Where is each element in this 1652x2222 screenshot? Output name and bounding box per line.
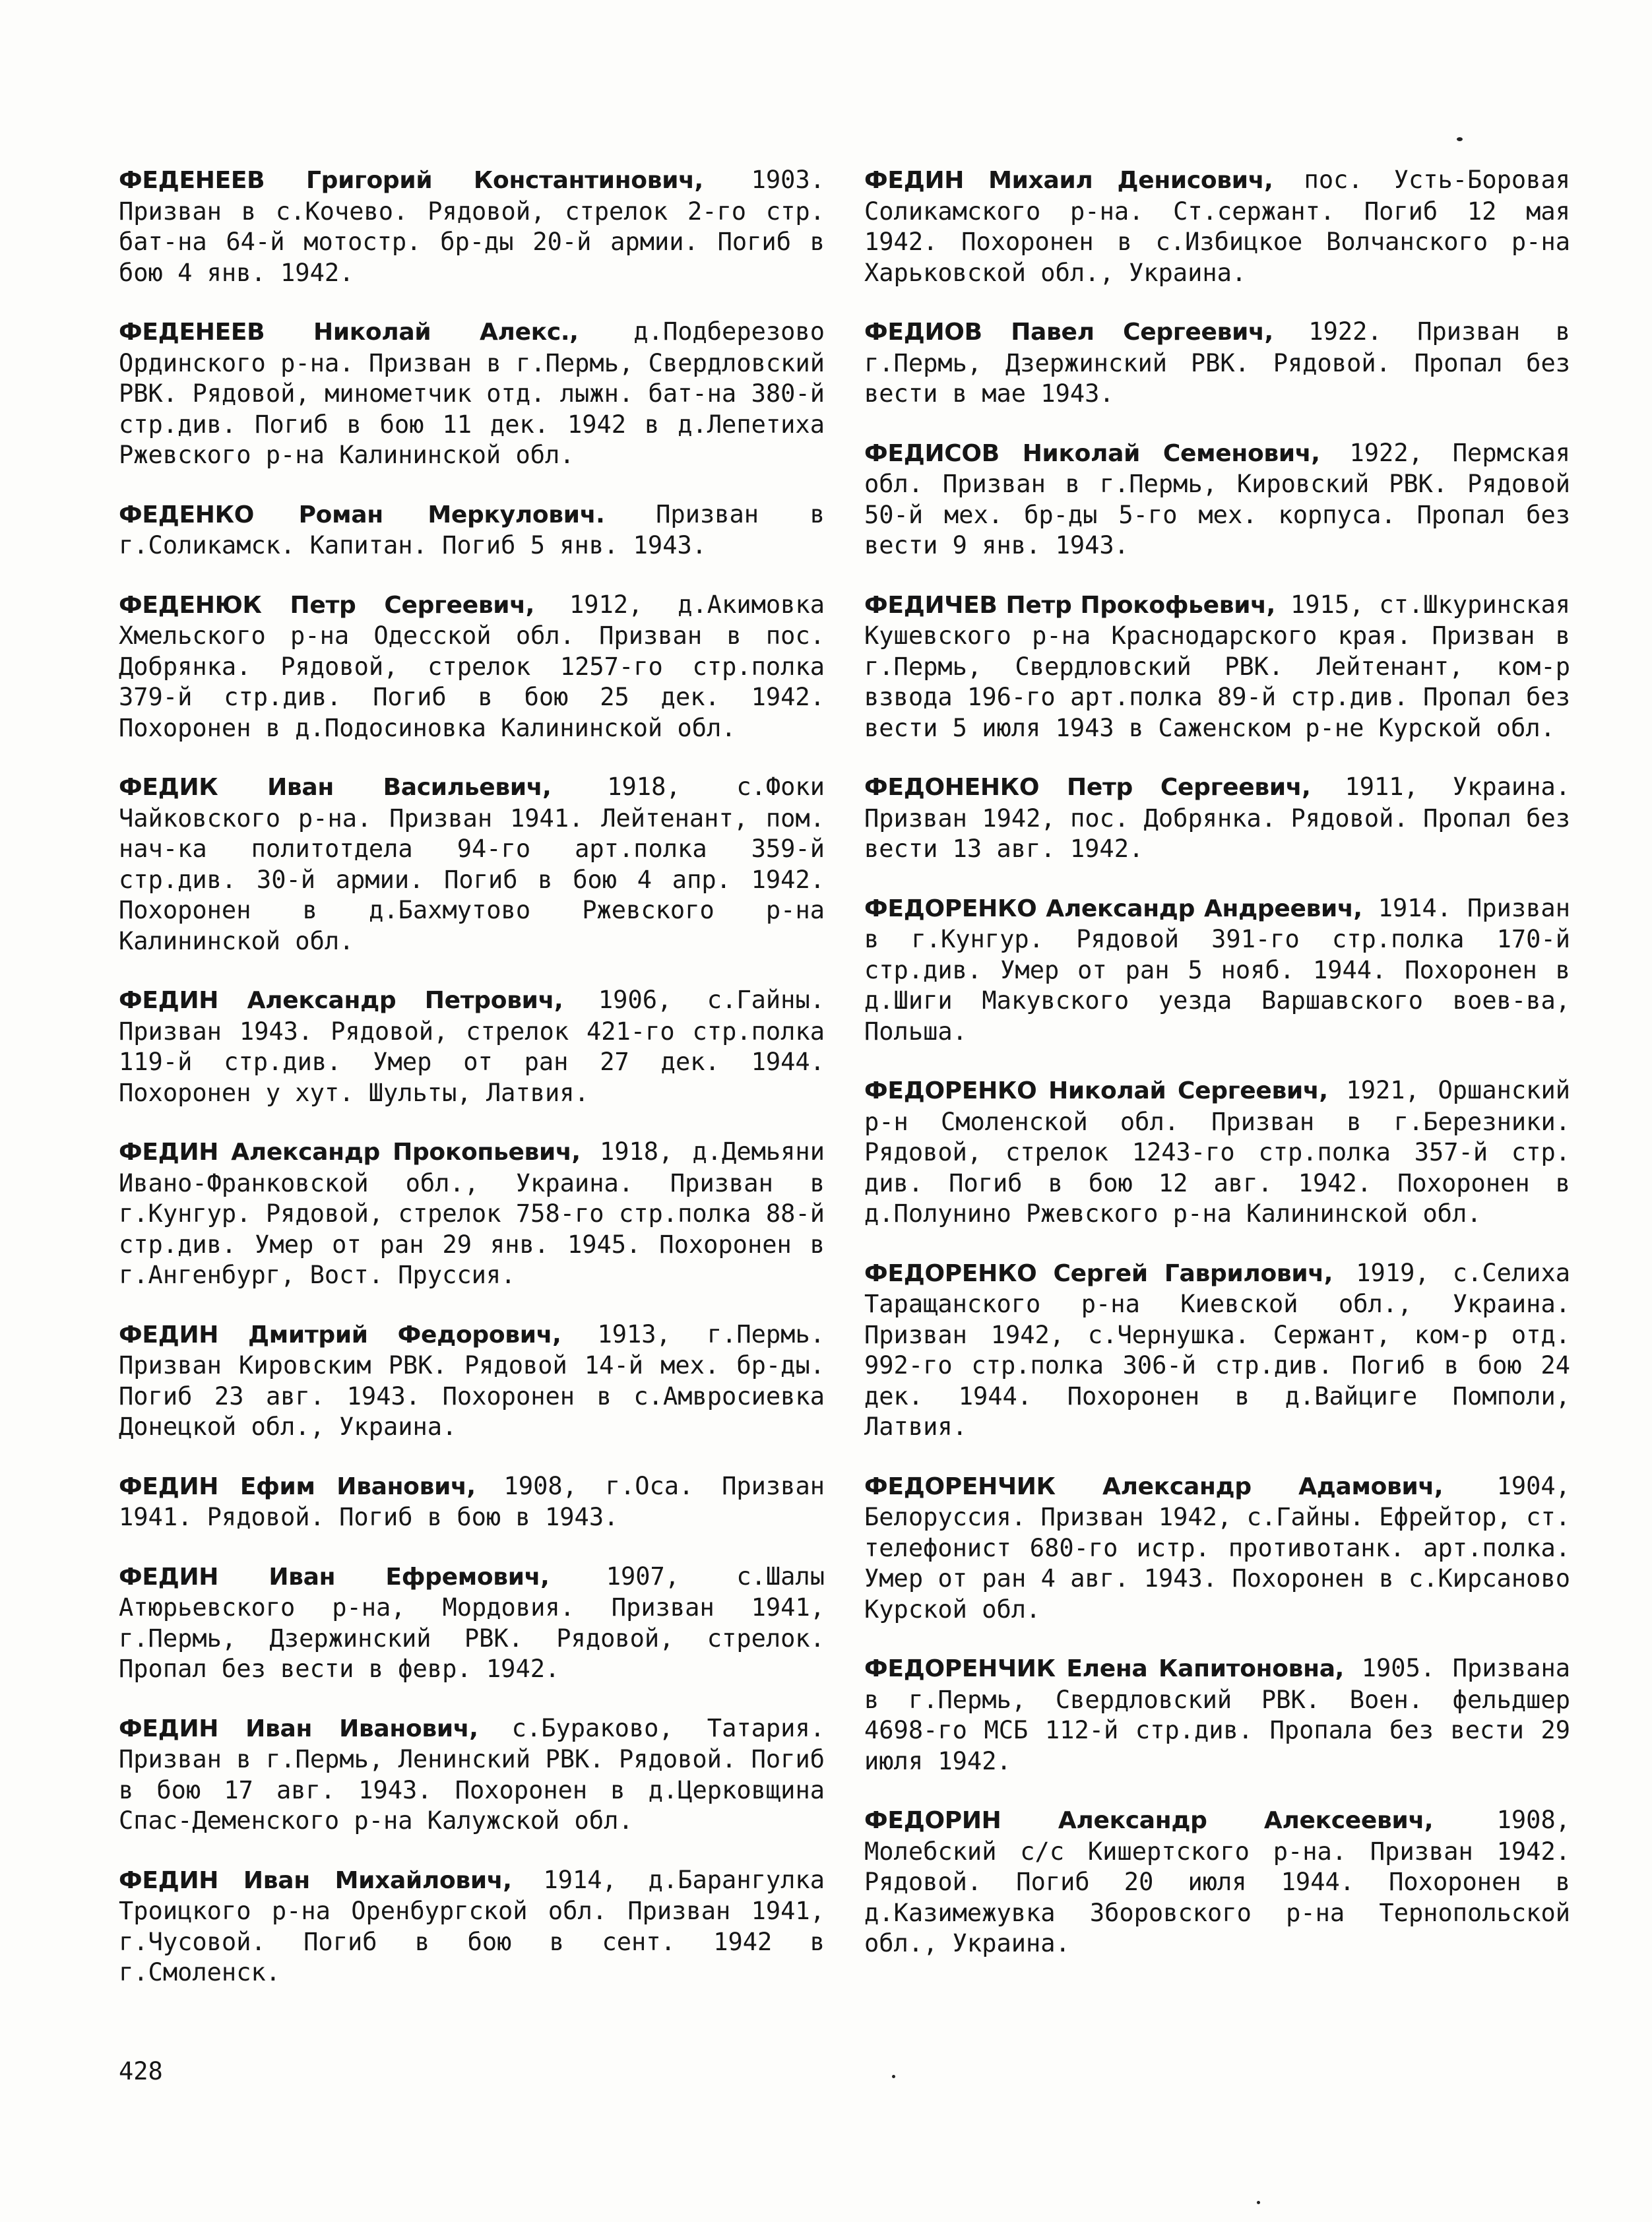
entry [864,893,1570,1048]
entry [864,438,1570,561]
entry [119,772,825,957]
entry [864,165,1570,288]
entry-name: ФЕДОРЕНКО Николай Сергеевич, [864,1077,1328,1104]
entry-name: ФЕДИН Александр Прокопьевич, [119,1139,581,1166]
entry-text: 1903. Призван в с.Кочево. Рядовой, стрелок 2-го стр. бат-на 64-й мотостр. бр-ды 20-й армии. Погиб в бою 4 янв. 1942. [119,166,825,287]
entry-name: ФЕДИН Ефим Иванович, [119,1473,476,1500]
right-column [864,165,1570,1959]
entry-name: ФЕДОРЕНКО Александр Андреевич, [864,895,1362,922]
entry [864,317,1570,410]
entry [119,317,825,471]
entry [864,772,1570,865]
entry-name: ФЕДЕНЕЕВ Николай Алекс., [119,319,579,346]
scan-speck [1457,137,1463,141]
entry-name: ФЕДИСОВ Николай Семенович, [864,439,1320,467]
entry [119,1471,825,1533]
entry-text: 1919, с.Селиха Таращанского р-на Киевской обл., Украина. Призван 1942, с.Чернушка. Сержант, ком-р отд. 992-го стр.полка 306-й стр.див. Погиб в бою 24 дек. 1944. Похоронен в д.Вайциге Помполи, Латвия. [864,1258,1570,1441]
page-number: 428 [119,2057,163,2085]
entry [864,1471,1570,1626]
entry [864,1075,1570,1230]
entry-text: 1922, Пермская обл. Призван в г.Пермь, Кировский РВК. Рядовой 50-й мех. бр-ды 5-го мех. корпуса. Пропал без вести 9 янв. 1943. [864,438,1570,559]
entry [119,1319,825,1443]
entry-text: Призван в г.Соликамск. Капитан. Погиб 5 янв. 1943. [119,499,825,559]
scan-speck [1257,2201,1260,2204]
entry [864,1805,1570,1959]
entry-name: ФЕДИН Иван Иванович, [119,1715,478,1742]
entry-text: 1911, Украина. Призван 1942, пос. Добрянка. Рядовой. Пропал без вести 13 авг. 1942. [864,773,1570,863]
entry-name: ФЕДИН Михаил Денисович, [864,167,1273,194]
entry-name: ФЕДЕНКО Роман Меркулович. [119,501,605,528]
entry-text: пос. Усть-Боровая Соликамского р-на. Ст.сержант. Погиб 12 мая 1942. Похоронен в с.Избицкое Волчанского р-на Харьковской обл., Украина. [864,166,1571,287]
entry-name: ФЕДИН Иван Михайлович, [119,1866,512,1894]
entry-name: ФЕДОРИН Александр Алексеевич, [864,1807,1434,1834]
entry-text: с.Бураково, Татария. Призван в г.Пермь, Ленинский РВК. Рядовой. Погиб в бою 17 авг. 1943. Похоронен в д.Церковщина Спас-Деменского р-на Калужской обл. [119,1713,825,1835]
entry-name: ФЕДИК Иван Васильевич, [119,774,552,801]
entry-name: ФЕДИН Дмитрий Федорович, [119,1321,561,1349]
entry [864,590,1570,744]
entry-text: 1922. Призван в г.Пермь, Дзержинский РВК. Рядовой. Пропал без вести в мае 1943. [864,317,1570,408]
entry-text: 1914, д.Барангулка Троицкого р-на Оренбургской обл. Призван 1941, г.Чусовой. Погиб в бою в сент. 1942 в г.Смоленск. [119,1865,825,1986]
entry-text: 1913, г.Пермь. Призван Кировским РВК. Рядовой 14-й мех. бр-ды. Погиб 23 авг. 1943. Похоронен в с.Амвросиевка Донецкой обл., Украина. [119,1319,825,1441]
entry-name: ФЕДОНЕНКО Петр Сергеевич, [864,774,1311,801]
entry [119,1713,825,1837]
entry-name: ФЕДЕНЕЕВ Григорий Константинович, [119,167,703,194]
entry-text: д.Подберезово Ординского р-на. Призван в г.Пермь, Свердловский РВК. Рядовой, минометчик отд. лыжн. бат-на 380-й стр.див. Погиб в бою 11 дек. 1942 в д.Лепетиха Ржевского р-на Калининской обл. [119,317,825,469]
entry [119,1865,825,1988]
entry-name: ФЕДИОВ Павел Сергеевич, [864,319,1273,346]
entry-text: 1918, д.Демьяни Ивано-Франковской обл., Украина. Призван в г.Кунгур. Рядовой, стрелок 758-го стр.полка 88-й стр.див. Умер от ран 29 янв. 1945. Похоронен в г.Ангенбург, Вост. Пруссия. [119,1137,825,1289]
entry-text: 1904, Белоруссия. Призван 1942, с.Гайны. Ефрейтор, ст. телефонист 680-го истр. противотанк. арт.полка. Умер от ран 4 авг. 1943. Похоронен в с.Кирсаново Курской обл. [864,1471,1570,1624]
entry-name: ФЕДЕНЮК Петр Сергеевич, [119,591,535,619]
entry-text: 1908, г.Оса. Призван 1941. Рядовой. Погиб в бою в 1943. [119,1471,825,1531]
entry-text: 1921, Оршанский р-н Смоленской обл. Призван в г.Березники. Рядовой, стрелок 1243-го стр.полка 357-й стр. див. Погиб в бою 12 авг. 1942. Похоронен в д.Полунино Ржевского р-на Калининской обл. [864,1076,1570,1228]
entry-name: ФЕДОРЕНКО Сергей Гаврилович, [864,1259,1333,1287]
entry-name: ФЕДИЧЕВ Петр Прокофьевич, [864,591,1275,619]
entry [864,1653,1570,1777]
entry-text: 1914. Призван в г.Кунгур. Рядовой 391-го стр.полка 170-й стр.див. Умер от ран 5 нояб. 1944. Похоронен в д.Шиги Макувского уезда Варшавского воев-ва, Польша. [864,893,1570,1046]
left-column [119,165,825,1988]
entry-name: ФЕДОРЕНЧИК Александр Адамович, [864,1473,1444,1500]
entry-text: 1912, д.Акимовка Хмельского р-на Одесской обл. Призван в пос. Добрянка. Рядовой, стрелок 1257-го стр.полка 379-й стр.див. Погиб в бою 25 дек. 1942. Похоронен в д.Подосиновка Калининской обл. [119,590,825,742]
entry [119,499,825,561]
entry [119,165,825,288]
entry [119,1137,825,1291]
entry-text: 1905. Призвана в г.Пермь, Свердловский РВК. Воен. фельдшер 4698-го МСБ 112-й стр.див. Пропала без вести 29 июля 1942. [864,1654,1570,1775]
entry-text: 1908, Молебский с/с Кишертского р-на. Призван 1942. Рядовой. Погиб 20 июля 1944. Похоронен в д.Казимежувка Зборовского р-на Тернопольской обл., Украина. [864,1806,1571,1957]
entry-text: 1918, с.Фоки Чайковского р-на. Призван 1941. Лейтенант, пом. нач-ка политотдела 94-го арт.полка 359-й стр.див. 30-й армии. Погиб в бою 4 апр. 1942. Похоронен в д.Бахмутово Ржевского р-на Калининской обл. [119,773,825,955]
entry-text: 1907, с.Шалы Атюрьевского р-на, Мордовия. Призван 1941, г.Пермь, Дзержинский РВК. Рядовой, стрелок. Пропал без вести в февр. 1942. [119,1562,825,1683]
scan-speck [892,2075,895,2078]
entry-text: 1906, с.Гайны. Призван 1943. Рядовой, стрелок 421-го стр.полка 119-й стр.див. Умер от ран 27 дек. 1944. Похоронен у хут. Шульты, Латвия. [119,986,825,1107]
entry-text: 1915, ст.Шкуринская Кушевского р-на Краснодарского края. Призван в г.Пермь, Свердловский РВК. Лейтенант, ком-р взвода 196-го арт.полка 89-й стр.див. Пропал без вести 5 июля 1943 в Саженском р-не Курской обл. [864,590,1570,742]
entry-name: ФЕДИН Иван Ефремович, [119,1563,550,1591]
entry [119,1562,825,1685]
entry-name: ФЕДОРЕНЧИК Елена Капитоновна, [864,1655,1345,1682]
entry [119,590,825,744]
entry-name: ФЕДИН Александр Петрович, [119,987,563,1014]
entry [864,1258,1570,1443]
entry [119,985,825,1108]
